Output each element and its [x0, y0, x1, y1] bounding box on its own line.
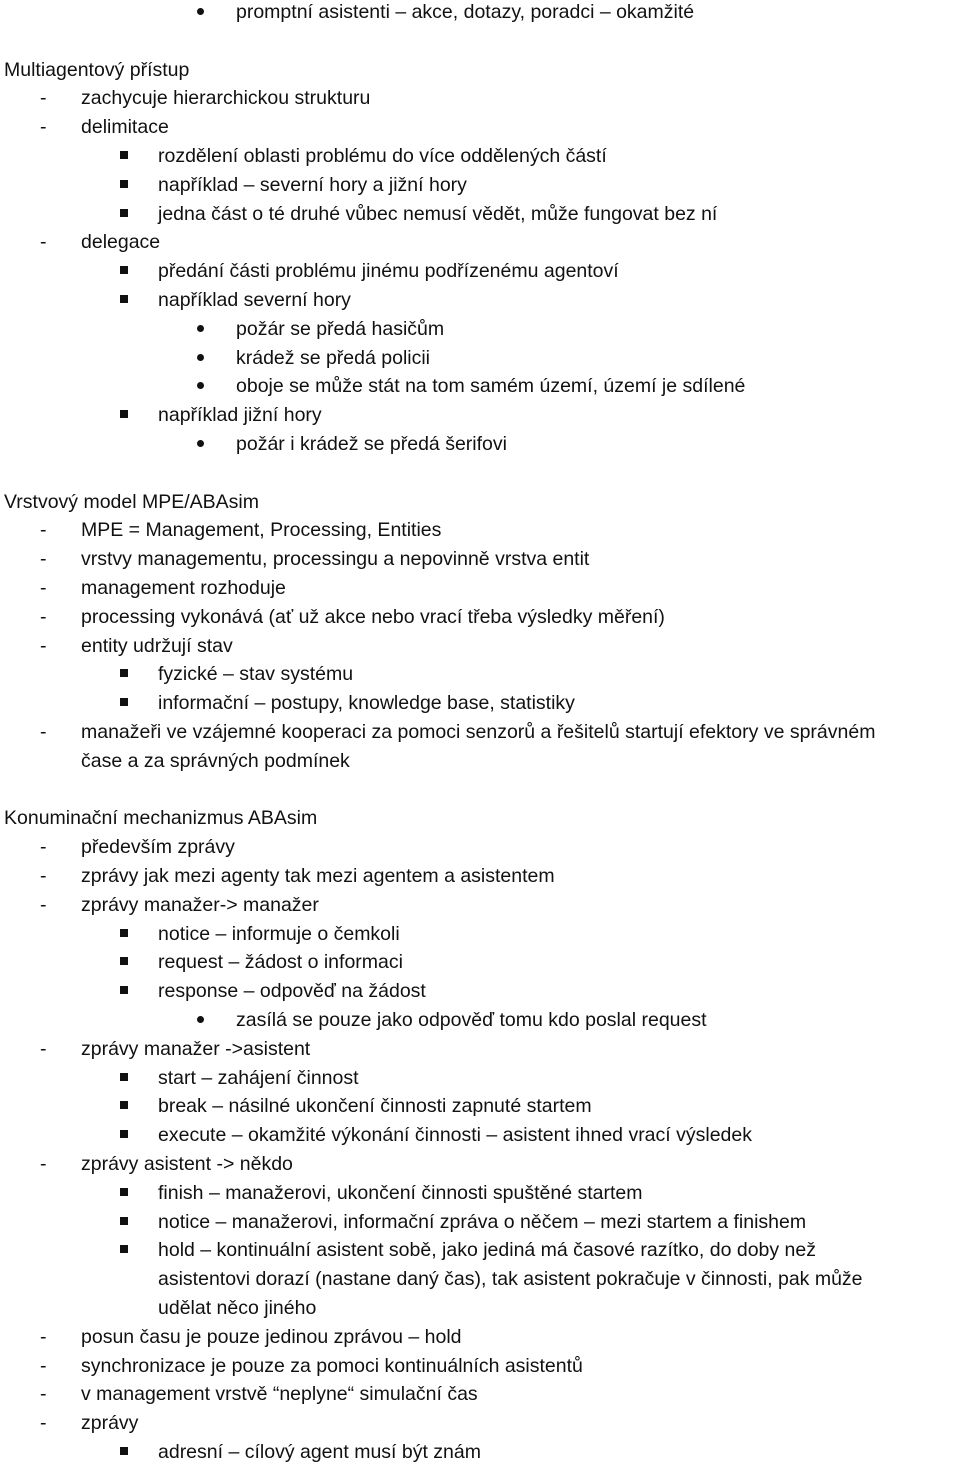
round-bullet-icon [197, 430, 204, 459]
list-item [0, 1438, 960, 1467]
list-item [0, 142, 960, 171]
list-item [0, 401, 960, 430]
item-text: delegace [81, 231, 161, 254]
item-text: synchronizace je pouze za pomoci kontinuálních asistentů [81, 1354, 583, 1377]
item-text: předání části problému jinému podřízenému agentoví [158, 260, 619, 283]
list-item [0, 1294, 960, 1323]
item-text: například severní hory [158, 289, 351, 311]
list-item [0, 574, 960, 603]
item-text: požár i krádež se předá šerifovi [236, 433, 507, 455]
square-bullet-icon [120, 948, 128, 977]
item-text: request – žádost o informaci [158, 951, 403, 974]
list-item [0, 1150, 960, 1179]
square-bullet-icon [120, 171, 128, 200]
item-text: MPE = Management, Processing, Entities [81, 519, 442, 542]
heading-text: Multiagentový přístup [4, 58, 190, 81]
round-bullet-icon [197, 1006, 204, 1035]
list-item [0, 0, 960, 27]
list-item [0, 862, 960, 891]
item-text: například – severní hory a jižní hory [158, 173, 467, 196]
list-item [0, 1121, 960, 1150]
item-text: například jižní hory [158, 404, 322, 427]
square-bullet-icon [120, 200, 128, 229]
item-text: především zprávy [81, 836, 235, 859]
list-item [0, 200, 960, 229]
item-text: finish – manažerovi, ukončení činnosti spuštěné startem [158, 1181, 643, 1204]
item-text: udělat něco jiného [158, 1297, 317, 1319]
list-item [0, 545, 960, 574]
item-text: v management vrstvě “neplyne“ simulační čas [81, 1383, 478, 1406]
item-text: break – násilné ukončení činnosti zapnuté startem [158, 1095, 592, 1118]
list-item [0, 603, 960, 632]
round-bullet-icon [197, 315, 204, 344]
dash-bullet-icon: - [40, 1037, 47, 1060]
item-text: posun času je pouze jedinou zprávou – hold [81, 1325, 462, 1348]
list-item [0, 891, 960, 920]
item-text: management rozhoduje [81, 577, 286, 599]
item-text: adresní – cílový agent musí být znám [158, 1441, 481, 1463]
list-item [0, 920, 960, 949]
dash-bullet-icon: - [40, 1153, 47, 1175]
round-bullet-icon [197, 344, 204, 373]
dash-bullet-icon: - [40, 1325, 47, 1348]
square-bullet-icon [120, 1236, 128, 1265]
list-item [0, 113, 960, 142]
square-bullet-icon [120, 1121, 128, 1150]
list-item [0, 1352, 960, 1381]
dash-bullet-icon: - [40, 87, 47, 110]
list-item [0, 632, 960, 661]
list-item [0, 257, 960, 286]
item-text: zprávy asistent -> někdo [81, 1153, 293, 1175]
item-text: execute – okamžité výkonání činnosti – asistent ihned vrací výsledek [158, 1124, 752, 1147]
square-bullet-icon [120, 1438, 128, 1467]
item-text: oboje se může stát na tom samém území, území je sdílené [236, 375, 746, 398]
item-text: čase a za správných podmínek [81, 749, 350, 772]
item-text: manažeři ve vzájemné kooperaci za pomoci senzorů a řešitelů startují efektory ve správném [81, 721, 876, 743]
list-item [0, 1236, 960, 1265]
dash-bullet-icon: - [40, 548, 47, 571]
dash-bullet-icon: - [40, 1354, 47, 1377]
item-text: fyzické – stav systému [158, 663, 354, 686]
square-bullet-icon [120, 1092, 128, 1121]
dash-bullet-icon: - [40, 605, 47, 628]
list-item [0, 84, 960, 113]
square-bullet-icon [120, 920, 128, 949]
square-bullet-icon [120, 660, 128, 689]
item-text: požár se předá hasičům [236, 317, 445, 340]
item-text: rozdělení oblasti problému do více oddělených částí [158, 145, 607, 167]
dash-bullet-icon: - [40, 634, 47, 657]
item-text: vrstvy managementu, processingu a nepovinně vrstva entit [81, 548, 590, 571]
list-item [0, 372, 960, 401]
list-item [0, 516, 960, 545]
item-text: promptní asistenti – akce, dotazy, poradci – okamžité [236, 1, 695, 23]
list-item [0, 1035, 960, 1064]
section-heading [0, 488, 960, 517]
dash-bullet-icon: - [40, 721, 47, 743]
dash-bullet-icon: - [40, 116, 47, 139]
list-item [0, 1064, 960, 1093]
list-item [0, 1265, 960, 1294]
item-text: zprávy manažer ->asistent [81, 1037, 311, 1060]
item-text: notice – manažerovi, informační zpráva o něčem – mezi startem a finishem [158, 1210, 807, 1233]
list-item [0, 977, 960, 1006]
list-item [0, 171, 960, 200]
list-item [0, 1208, 960, 1237]
item-text: zprávy manažer-> manažer [81, 893, 319, 916]
square-bullet-icon [120, 689, 128, 718]
blank-line [0, 459, 960, 488]
square-bullet-icon [120, 1064, 128, 1093]
item-text: informační – postupy, knowledge base, statistiky [158, 692, 575, 715]
item-text: zachycuje hierarchickou strukturu [81, 87, 371, 110]
list-item [0, 430, 960, 459]
item-text: krádež se předá policii [236, 346, 431, 369]
dash-bullet-icon: - [40, 836, 47, 859]
dash-bullet-icon: - [40, 893, 47, 916]
dash-bullet-icon: - [40, 577, 47, 599]
dash-bullet-icon: - [40, 1383, 47, 1406]
square-bullet-icon [120, 257, 128, 286]
square-bullet-icon [120, 1179, 128, 1208]
list-item [0, 1092, 960, 1121]
section-heading [0, 56, 960, 85]
item-text: entity udržují stav [81, 634, 233, 657]
item-text: processing vykonává (ať už akce nebo vrací třeba výsledky měření) [81, 605, 665, 628]
item-text: delimitace [81, 116, 169, 139]
item-text: zprávy [81, 1412, 139, 1435]
list-item [0, 747, 960, 776]
list-item [0, 718, 960, 747]
section-heading [0, 804, 960, 833]
list-item [0, 689, 960, 718]
square-bullet-icon [120, 1208, 128, 1237]
item-text: notice – informuje o čemkoli [158, 922, 400, 945]
dash-bullet-icon: - [40, 231, 47, 254]
item-text: hold – kontinuální asistent sobě, jako jediná má časové razítko, do doby než [158, 1239, 816, 1262]
square-bullet-icon [120, 977, 128, 1006]
heading-text: Konuminační mechanizmus ABAsim [4, 807, 318, 830]
round-bullet-icon [197, 0, 204, 27]
list-item [0, 1323, 960, 1352]
list-item [0, 1006, 960, 1035]
list-item [0, 660, 960, 689]
heading-text: Vrstvový model MPE/ABAsim [4, 490, 260, 513]
blank-line [0, 27, 960, 56]
item-text: start – zahájení činnost [158, 1066, 359, 1089]
list-item [0, 948, 960, 977]
square-bullet-icon [120, 142, 128, 171]
list-item [0, 1179, 960, 1208]
item-text: zprávy jak mezi agenty tak mezi agentem a asistentem [81, 865, 555, 887]
square-bullet-icon [120, 401, 128, 430]
item-text: response – odpověď na žádost [158, 980, 426, 1003]
item-text: asistentovi dorazí (nastane daný čas), tak asistent pokračuje v činnosti, pak může [158, 1268, 863, 1291]
dash-bullet-icon: - [40, 865, 47, 887]
square-bullet-icon [120, 286, 128, 315]
item-text: zasílá se pouze jako odpověď tomu kdo poslal request [236, 1009, 707, 1031]
list-item [0, 315, 960, 344]
list-item [0, 1409, 960, 1438]
blank-line [0, 776, 960, 805]
item-text: jedna část o té druhé vůbec nemusí vědět, může fungovat bez ní [158, 202, 718, 225]
list-item [0, 1380, 960, 1409]
list-item [0, 228, 960, 257]
dash-bullet-icon: - [40, 1412, 47, 1435]
list-item [0, 833, 960, 862]
list-item [0, 286, 960, 315]
dash-bullet-icon: - [40, 519, 47, 542]
list-item [0, 344, 960, 373]
round-bullet-icon [197, 372, 204, 401]
